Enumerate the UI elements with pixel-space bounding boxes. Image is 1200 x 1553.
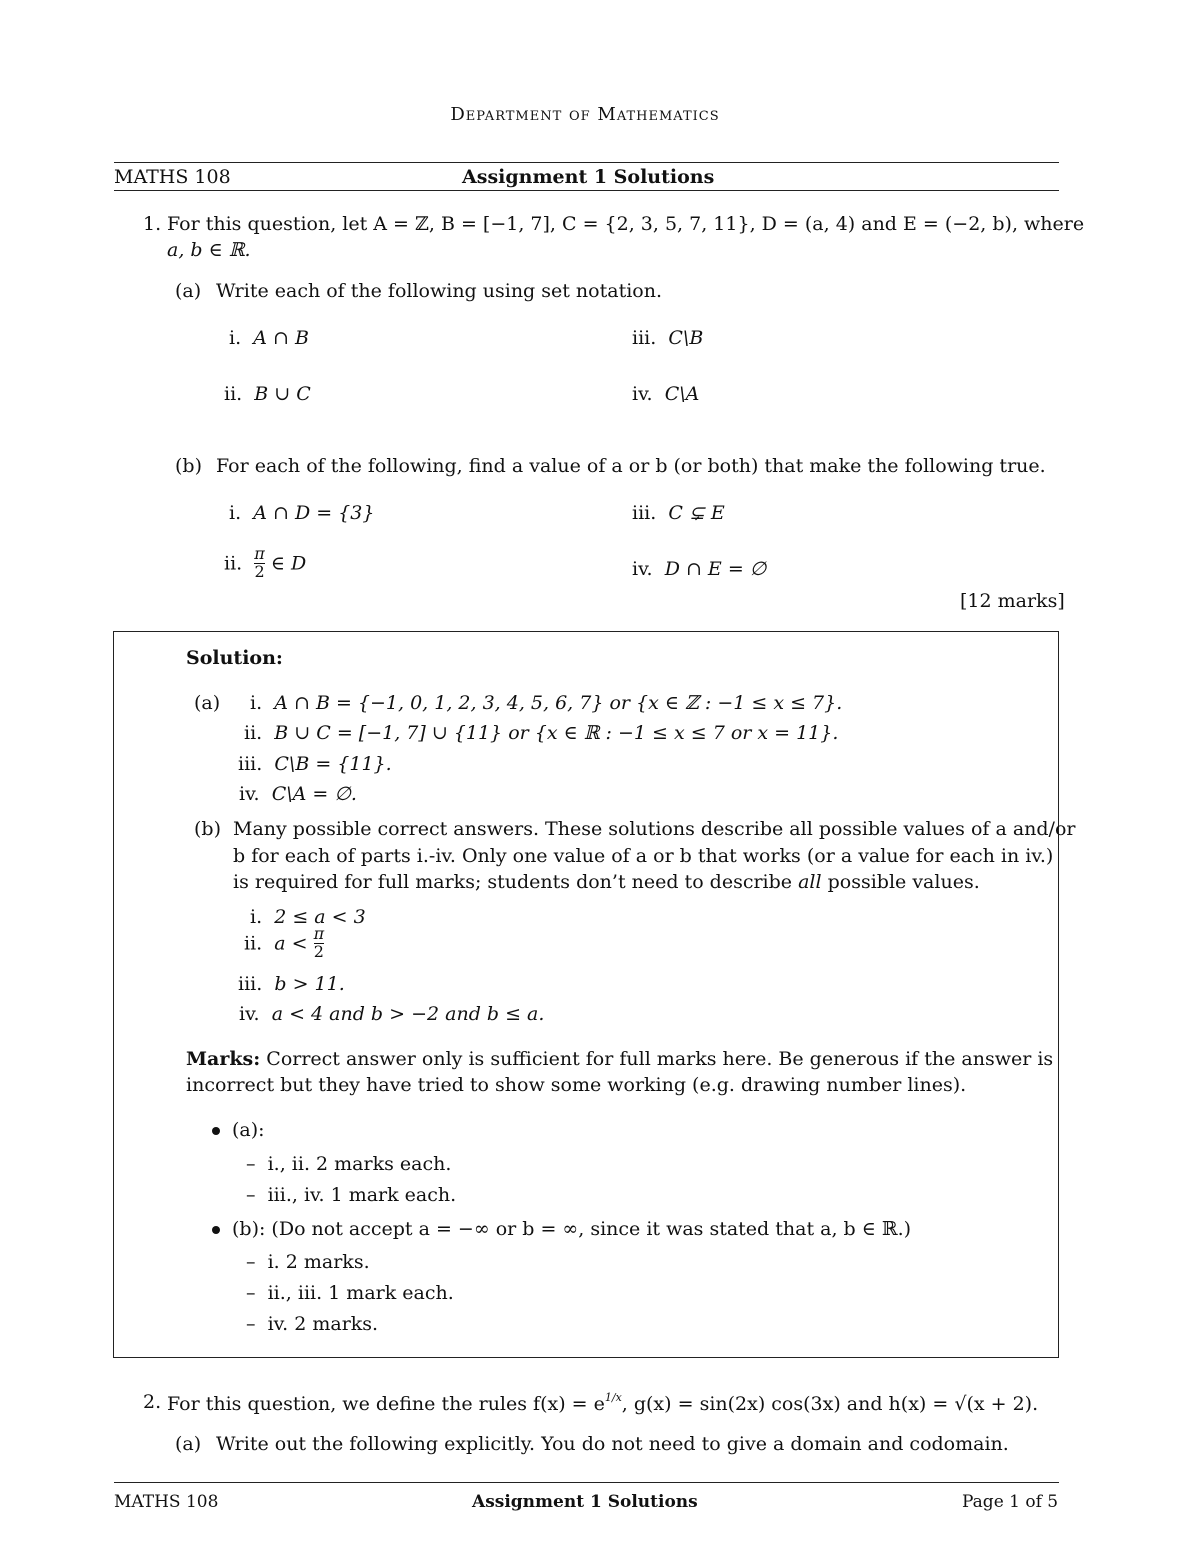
q1-text-line2: a, b ∈ ℝ. [167, 239, 251, 261]
sol-b-text-line1: Many possible correct answers. These solutions describe all possible values of a and/or [233, 818, 1076, 840]
pi-over-2-fraction: $\frac{\pi}{2}$ [313, 924, 325, 961]
marks-line1: Marks: Correct answer only is sufficient for full marks here. Be generous if the answer is [186, 1048, 1054, 1070]
q1a-item-ii: ii. B ∪ C [224, 383, 311, 405]
header-rule-bottom [114, 190, 1059, 191]
sol-a-item-iv: iv. C\A = ∅. [239, 783, 357, 805]
header-title: Assignment 1 Solutions [462, 166, 715, 188]
sol-b-item-ii: ii. a < $\frac{\pi}{2}$ [244, 924, 325, 961]
header-rule-top [114, 162, 1059, 163]
q1-number: 1. [143, 213, 162, 235]
footer-page: Page 1 of 5 [962, 1492, 1059, 1512]
sol-a-item-i: i. A ∩ B = {−1, 0, 1, 2, 3, 4, 5, 6, 7} or {x ∈ ℤ : −1 ≤ x ≤ 7}. [250, 692, 843, 714]
sol-b-label: (b) [194, 818, 221, 840]
q1b-text: For each of the following, find a value of a or b (or both) that make the following true. [216, 455, 1046, 477]
footer-title: Assignment 1 Solutions [472, 1492, 698, 1512]
q1b-label: (b) [175, 455, 202, 477]
q1a-item-iii: iii. C\B [632, 327, 704, 349]
q1b-item-iv: iv. D ∩ E = ∅ [632, 558, 767, 580]
q1a-label: (a) [175, 280, 202, 302]
footer-course: MATHS 108 [114, 1492, 219, 1512]
solution-heading: Solution: [186, 647, 283, 669]
q1a-item-i: i. A ∩ B [229, 327, 309, 349]
q1b-item-i: i. A ∩ D = {3} [229, 502, 375, 524]
department-heading: Department of Mathematics [450, 104, 720, 125]
marks-line2: incorrect but they have tried to show some working (e.g. drawing number lines). [186, 1074, 967, 1096]
bullet-icon [212, 1226, 220, 1234]
sol-b-text-line3: is required for full marks; students don’t need to describe all possible values. [233, 871, 980, 893]
sol-b-item-iv: iv. a < 4 and b > −2 and b ≤ a. [239, 1003, 545, 1025]
bullet-a-sub-2: – iii., iv. 1 mark each. [246, 1184, 457, 1206]
q1b-item-iii: iii. C ⊊ E [632, 502, 725, 524]
sol-b-item-iii: iii. b > 11. [238, 973, 345, 995]
bullet-b-sub-3: – iv. 2 marks. [246, 1313, 379, 1335]
q2a-label: (a) [175, 1433, 202, 1455]
sol-a-item-iii: iii. C\B = {11}. [238, 753, 392, 775]
sol-b-text-line2: b for each of parts i.-iv. Only one value of a or b that works (or a value for each in iv.) [233, 845, 1054, 867]
bullet-b-sub-2: – ii., iii. 1 mark each. [246, 1282, 454, 1304]
bullet-b: (b): (Do not accept a = −∞ or b = ∞, since it was stated that a, b ∈ ℝ.) [212, 1218, 911, 1240]
q2-number: 2. [143, 1391, 162, 1413]
q1-marks: [12 marks] [960, 590, 1065, 612]
q1a-item-iv: iv. C\A [632, 383, 700, 405]
sol-a-item-ii: ii. B ∪ C = [−1, 7] ∪ {11} or {x ∈ ℝ : −1 ≤ x ≤ 7 or x = 11}. [244, 722, 839, 744]
bullet-icon [212, 1127, 220, 1135]
bullet-a-sub-1: – i., ii. 2 marks each. [246, 1153, 452, 1175]
q1b-item-ii: ii. $\frac{\pi}{2}$ ∈ D [224, 544, 307, 581]
bullet-b-sub-1: – i. 2 marks. [246, 1251, 370, 1273]
sol-b-item-i: i. 2 ≤ a < 3 [250, 906, 366, 928]
footer-rule [114, 1482, 1059, 1483]
bullet-a: (a): [212, 1119, 265, 1141]
header-course: MATHS 108 [114, 166, 231, 188]
q2a-text: Write out the following explicitly. You do not need to give a domain and codomain. [216, 1433, 1009, 1455]
q1-text-line1: For this question, let A = ℤ, B = [−1, 7], C = {2, 3, 5, 7, 11}, D = (a, 4) and E = (−2, b), where [167, 213, 1085, 235]
sol-a-label: (a) [194, 692, 221, 714]
pi-over-2-fraction: $\frac{\pi}{2}$ [254, 544, 265, 581]
q2-text: For this question, we define the rules $f(x) = e^{1/x}$, g(x) = sin(2x) cos(3x) and h(x) = √(x + 2). [167, 1391, 1039, 1415]
q1a-text: Write each of the following using set notation. [216, 280, 662, 302]
